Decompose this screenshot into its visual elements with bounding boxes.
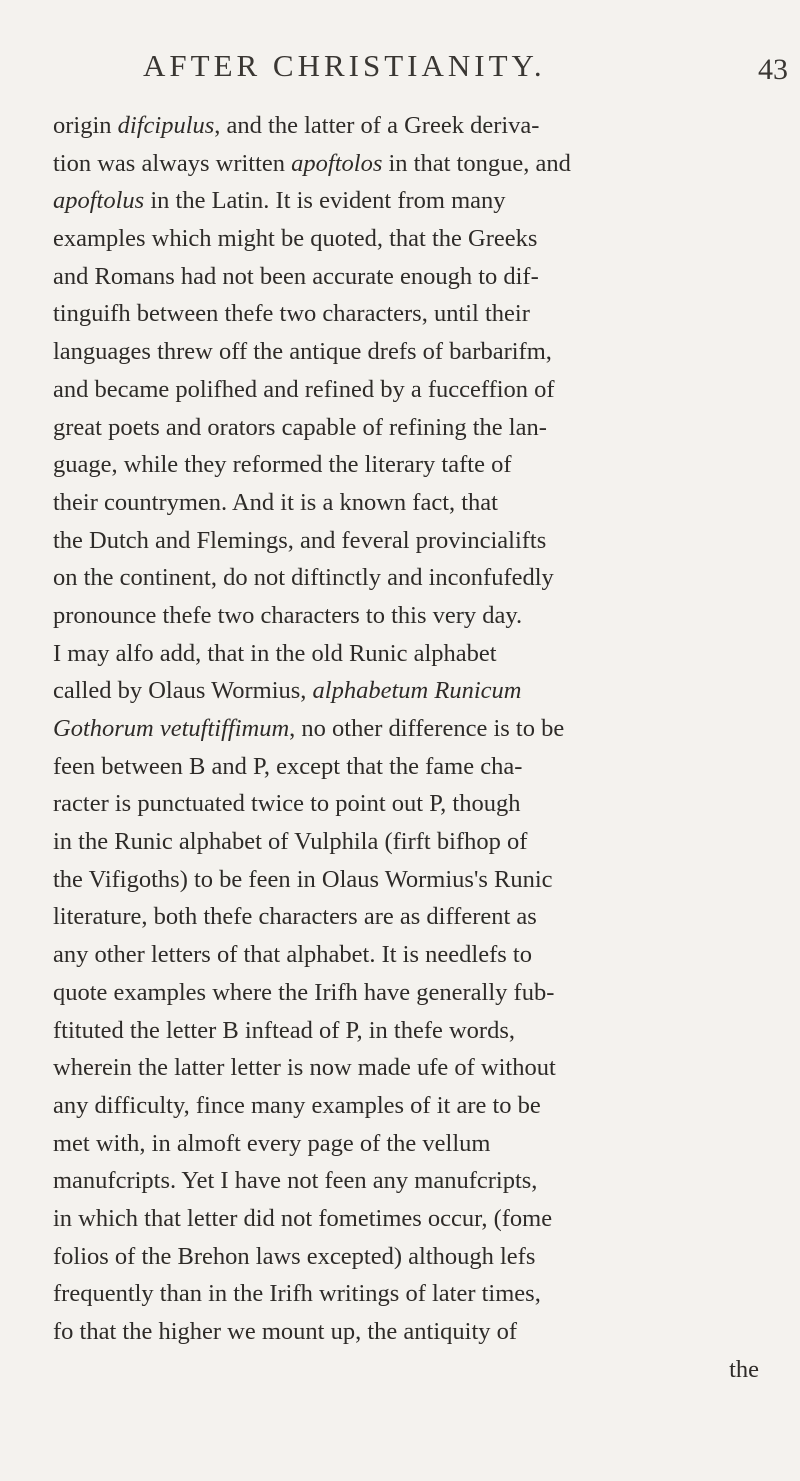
text-segment: and became polifhed and refined by a fucceffion of	[53, 375, 555, 403]
text-segment: literature, both thefe characters are as different as	[53, 903, 537, 931]
text-segment: in which that letter did not fometimes occur, (fome	[53, 1204, 553, 1232]
text-line	[53, 1238, 765, 1276]
text-line	[53, 823, 765, 861]
text-line	[53, 1049, 765, 1087]
text-line	[53, 974, 765, 1012]
text-segment: their countrymen. And it is a known fact, that	[53, 488, 498, 516]
text-segment: the Vifigoths) to be feen in Olaus Wormius's Runic	[53, 865, 553, 893]
text-line	[53, 182, 765, 220]
text-segment: in that tongue, and	[382, 149, 571, 177]
text-line	[53, 1313, 765, 1351]
text-segment: examples which might be quoted, that the Greeks	[53, 225, 538, 253]
text-segment: tinguifh between thefe two characters, until their	[53, 300, 530, 328]
text-line	[53, 748, 765, 786]
text-segment: manufcripts. Yet I have not feen any manufcripts,	[53, 1167, 538, 1195]
body-text	[53, 107, 765, 1388]
text-segment: tion was always written	[53, 149, 292, 177]
text-line	[53, 522, 765, 560]
text-segment: and Romans had not been accurate enough to dif-	[53, 262, 539, 290]
text-line	[53, 1162, 765, 1200]
text-segment: folios of the Brehon laws excepted) although lefs	[53, 1242, 536, 1270]
text-line	[53, 1200, 765, 1238]
text-segment: I may alfo add, that in the old Runic alphabet	[53, 639, 497, 667]
italic-text-segment: apoftolos	[291, 149, 383, 177]
text-line	[53, 333, 765, 371]
text-segment: wherein the latter letter is now made ufe of without	[53, 1054, 556, 1082]
text-segment: ftituted the letter B inftead of P, in thefe words,	[53, 1016, 515, 1044]
text-line	[53, 107, 765, 145]
italic-text-segment: apoftolus	[53, 187, 145, 215]
text-line	[53, 1087, 765, 1125]
text-line	[53, 484, 765, 522]
text-line	[53, 371, 765, 409]
text-segment: fo that the higher we mount up, the antiquity of	[53, 1318, 518, 1345]
text-line	[53, 145, 765, 183]
text-line	[53, 785, 765, 823]
text-segment: frequently than in the Irifh writings of later times,	[53, 1280, 541, 1308]
text-segment: racter is punctuated twice to point out P, though	[53, 790, 521, 818]
text-line	[53, 1275, 765, 1313]
text-segment: origin	[53, 112, 118, 139]
page-header	[0, 46, 800, 92]
text-line	[53, 258, 765, 296]
text-segment: met with, in almoft every page of the vellum	[53, 1129, 491, 1157]
running-head: AFTER CHRISTIANITY.	[143, 48, 546, 83]
text-line	[53, 861, 765, 899]
text-segment: the	[729, 1355, 759, 1383]
text-line	[53, 1012, 765, 1050]
text-segment: the Dutch and Flemings, and feveral provincialifts	[53, 526, 547, 554]
text-line	[53, 1351, 765, 1389]
text-line	[53, 220, 765, 258]
text-segment: guage, while they reformed the literary tafte of	[53, 451, 512, 479]
italic-text-segment: Gothorum vetuftiffimum	[53, 715, 290, 742]
text-line	[53, 710, 765, 748]
text-segment: in the Runic alphabet of Vulphila (firft bifhop of	[53, 828, 528, 856]
text-line	[53, 446, 765, 484]
text-line	[53, 898, 765, 936]
text-segment: any other letters of that alphabet. It is needlefs to	[53, 941, 532, 969]
text-line	[53, 672, 765, 710]
text-segment: feen between B and P, except that the fame cha-	[53, 752, 523, 780]
text-segment: any difficulty, fince many examples of it are to be	[53, 1091, 541, 1119]
text-segment: great poets and orators capable of refining the lan-	[53, 413, 547, 441]
text-line	[53, 409, 765, 447]
page-number: 43	[758, 53, 788, 86]
text-segment: quote examples where the Irifh have generally fub-	[53, 978, 555, 1006]
text-segment: called by Olaus Wormius,	[53, 677, 313, 705]
text-line	[53, 936, 765, 974]
text-line	[53, 1125, 765, 1163]
text-segment: , no other difference is to be	[289, 715, 565, 742]
text-line	[53, 295, 765, 333]
italic-text-segment: difcipulus	[117, 112, 215, 139]
text-segment: in the Latin. It is evident from many	[144, 187, 506, 215]
text-line	[53, 597, 765, 635]
text-segment: languages threw off the antique drefs of barbarifm,	[53, 338, 552, 366]
text-segment: on the continent, do not diftinctly and inconfufedly	[53, 564, 554, 592]
text-line	[53, 635, 765, 673]
text-segment: , and the latter of a Greek deriva-	[214, 112, 540, 139]
italic-text-segment: alphabetum Runicum	[312, 677, 522, 705]
text-segment: pronounce thefe two characters to this very day.	[53, 601, 523, 629]
text-line	[53, 559, 765, 597]
